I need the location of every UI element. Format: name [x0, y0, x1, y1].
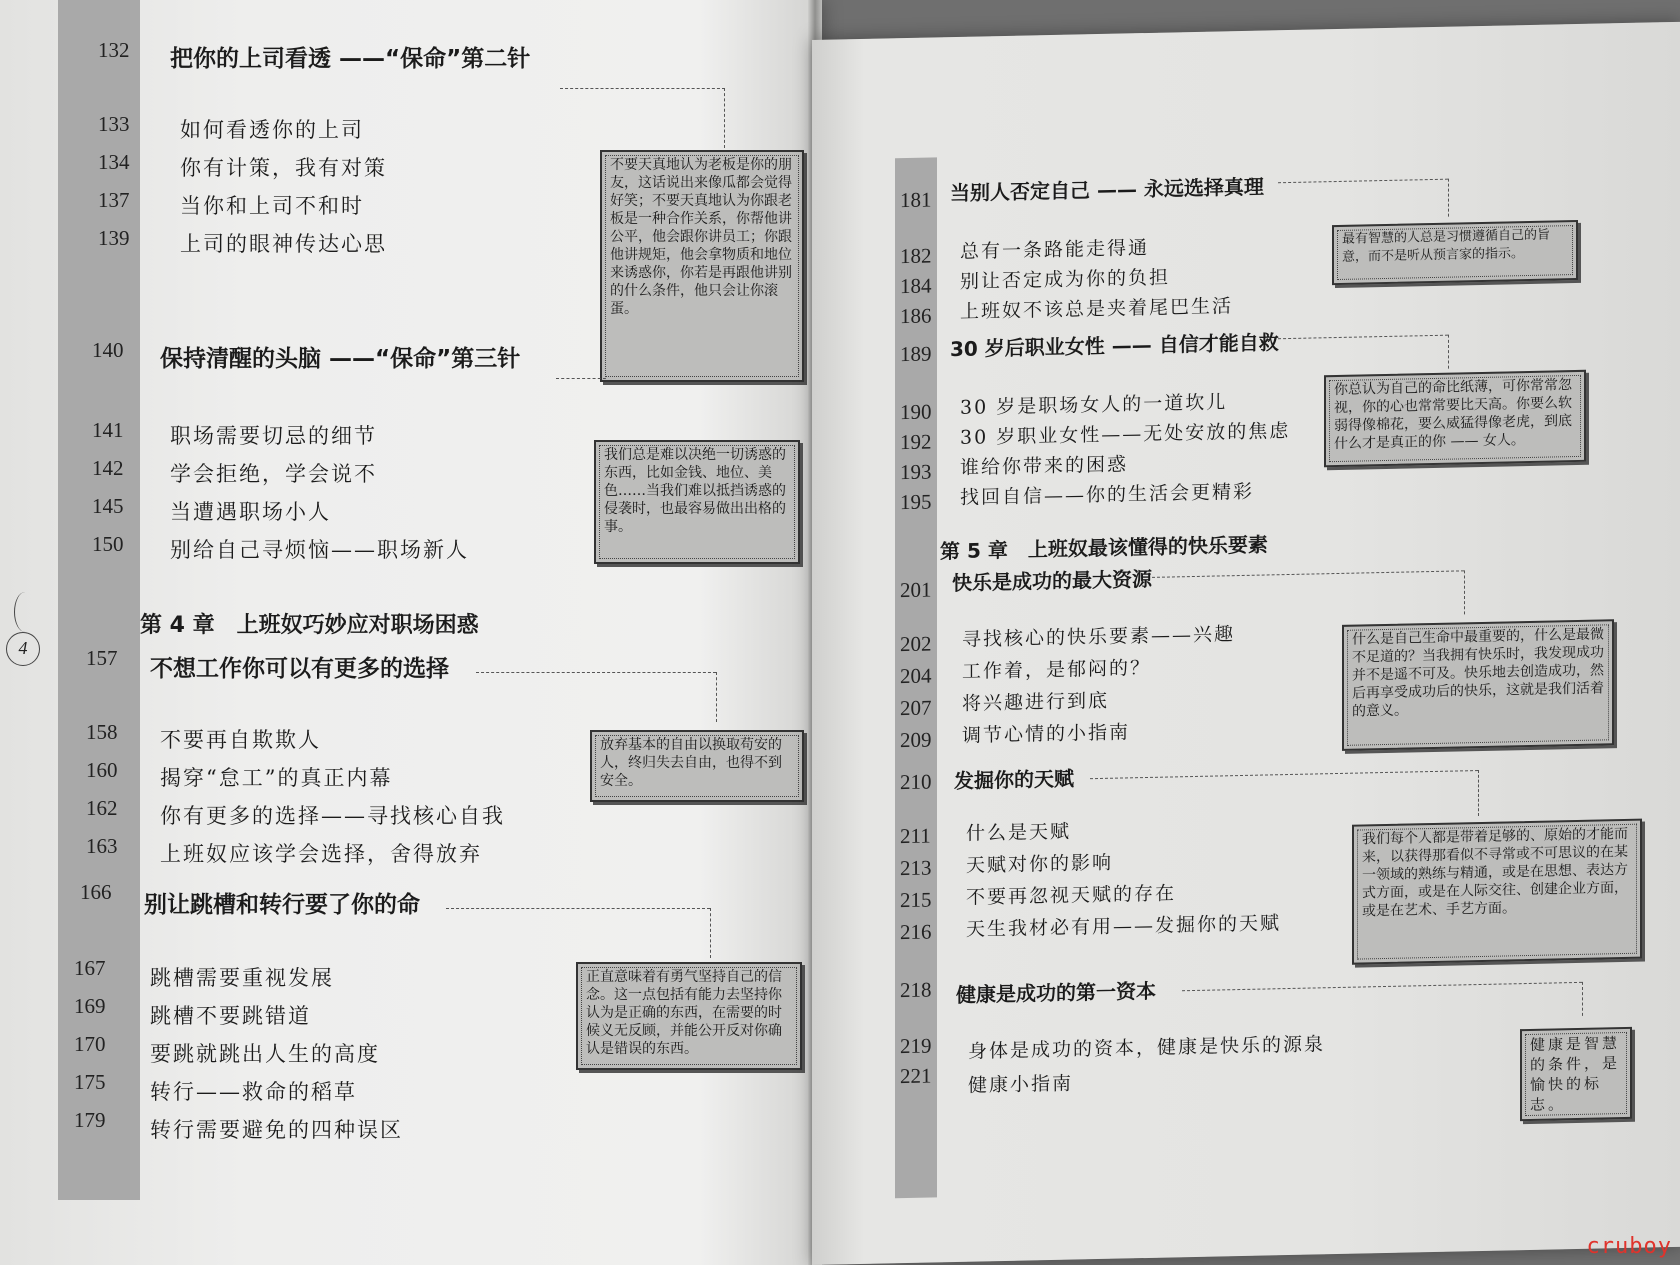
leader-line: [560, 88, 725, 89]
section-title: 发掘你的天赋: [954, 766, 1074, 794]
entry-page-number: 137: [98, 188, 130, 212]
entry-page-number: 213: [900, 855, 932, 881]
entry-page-number: 134: [98, 150, 130, 174]
page-ornament: [14, 592, 36, 632]
entry-page-number: 209: [900, 727, 932, 753]
entry-title: 健康小指南: [968, 1072, 1074, 1097]
entry-title: 别给自己寻烦恼——职场新人: [170, 538, 469, 562]
entry-title: 什么是天赋: [966, 820, 1072, 845]
entry-page-number: 139: [98, 226, 130, 250]
section-title: 30 岁后职业女性 —— 自信才能自救: [950, 330, 1279, 362]
entry-page-number: 169: [74, 994, 106, 1018]
section-page-number: 201: [900, 577, 932, 603]
entry-page-number: 133: [98, 112, 130, 136]
left-page: [0, 0, 822, 1265]
entry-title: 你有计策，我有对策: [180, 156, 387, 180]
section-title: 不想工作你可以有更多的选择: [150, 656, 449, 682]
entry-title: 跳槽需要重视发展: [150, 966, 334, 990]
entry-title: 职场需要切忌的细节: [170, 424, 377, 448]
chapter-heading: 第 5 章 上班奴最该懂得的快乐要素: [940, 532, 1268, 564]
leader-line: [1152, 570, 1464, 578]
leader-line: [710, 908, 711, 958]
quote-box: 我们每个人都是带着足够的、原始的才能而来，以获得那看似不寻常或不可思议的在某一领域的熟练与精通，或是在思想、表达方式方面，或是在人际交往、创建企业方面，或是在艺术、手艺方面。: [1352, 819, 1642, 965]
leader-line: [476, 672, 716, 673]
quote-box: 你总认为自己的命比纸薄，可你常常忽视，你的心也常常要比天高。你要么软弱得像棉花，要么威猛得像老虎，到底什么才是真正的你 —— 女人。: [1324, 370, 1586, 467]
right-page: [812, 22, 1680, 1265]
entry-page-number: 184: [900, 273, 932, 299]
entry-title: 要跳就跳出人生的高度: [150, 1042, 380, 1066]
entry-title: 上班奴不该总是夹着尾巴生活: [960, 295, 1234, 323]
quote-box: 最有智慧的人总是习惯遵循自己的旨意，而不是听从预言家的指示。: [1332, 220, 1578, 285]
entry-title: 天赋对你的影响: [966, 851, 1114, 877]
quote-box: 不要天真地认为老板是你的朋友，这话说出来像瓜都会觉得好笑；不要天真地认为你跟老板是一种合作关系，你帮他讲公平，他会跟你讲员工；你跟他讲规矩，他会拿物质和地位来诱惑你，你若是再跟他讲别的什么条件，他只会让你滚蛋。: [600, 150, 804, 382]
entry-page-number: 193: [900, 459, 932, 485]
section-title: 当别人否定自己 —— 永远选择真理: [950, 174, 1264, 206]
section-page-number: 157: [86, 646, 118, 670]
entry-title: 30 岁是职场女人的一道坎儿: [960, 391, 1228, 419]
entry-page-number: 167: [74, 956, 106, 980]
page-number-bar: [58, 0, 140, 1200]
entry-title: 身体是成功的资本，健康是快乐的源泉: [968, 1033, 1326, 1063]
entry-page-number: 207: [900, 695, 932, 721]
quote-box: 放弃基本的自由以换取苟安的人，终归失去自由，也得不到安全。: [590, 730, 804, 802]
entry-page-number: 186: [900, 303, 932, 329]
entry-page-number: 175: [74, 1070, 106, 1094]
leader-line: [1448, 179, 1449, 217]
section-title: 别让跳槽和转行要了你的命: [144, 892, 420, 918]
entry-title: 工作着，是郁闷的？: [962, 656, 1152, 683]
entry-page-number: 158: [86, 720, 118, 744]
section-page-number: 218: [900, 977, 932, 1003]
entry-title: 调节心情的小指南: [962, 721, 1131, 747]
entry-page-number: 141: [92, 418, 124, 442]
entry-page-number: 211: [900, 823, 931, 849]
leader-line: [1278, 179, 1448, 184]
leader-line: [1182, 982, 1582, 991]
quote-box: 正直意味着有勇气坚持自己的信念。这一点包括有能力去坚持你认为是正确的东西，在需要的时候义无反顾，并能公开反对你确认是错误的东西。: [576, 962, 802, 1070]
entry-title: 你有更多的选择——寻找核心自我: [160, 804, 505, 828]
leader-line: [724, 88, 725, 148]
leader-line: [1278, 335, 1448, 340]
entry-title: 总有一条路能走得通: [960, 236, 1150, 263]
entry-title: 当遭遇职场小人: [170, 500, 331, 524]
section-title: 把你的上司看透 ——“保命”第二针: [170, 46, 531, 72]
entry-page-number: 179: [74, 1108, 106, 1132]
entry-title: 跳槽不要跳错道: [150, 1004, 311, 1028]
entry-page-number: 160: [86, 758, 118, 782]
watermark: cruboy: [1586, 1234, 1672, 1259]
entry-title: 将兴趣进行到底: [962, 689, 1110, 715]
entry-title: 转行——救命的稻草: [150, 1080, 357, 1104]
leader-line: [1478, 770, 1479, 816]
leader-line: [556, 378, 606, 379]
entry-page-number: 163: [86, 834, 118, 858]
leader-line: [446, 908, 710, 909]
quote-box: 健康是智慧的条件，是愉快的标志。: [1520, 1027, 1632, 1121]
leader-line: [1090, 770, 1478, 779]
entry-page-number: 215: [900, 887, 932, 913]
section-page-number: 189: [900, 341, 932, 367]
entry-title: 揭穿“怠工”的真正内幕: [160, 766, 393, 790]
entry-page-number: 221: [900, 1063, 932, 1089]
entry-page-number: 192: [900, 429, 932, 455]
entry-title: 别让否定成为你的负担: [960, 266, 1171, 293]
entry-title: 转行需要避免的四种误区: [150, 1118, 403, 1142]
entry-title: 不要再忽视天赋的存在: [966, 882, 1177, 909]
entry-page-number: 145: [92, 494, 124, 518]
entry-page-number: 190: [900, 399, 932, 425]
entry-title: 上司的眼神传达心思: [180, 232, 387, 256]
entry-page-number: 182: [900, 243, 932, 269]
entry-title: 找回自信——你的生活会更精彩: [960, 480, 1255, 509]
entry-page-number: 202: [900, 631, 932, 657]
entry-page-number: 170: [74, 1032, 106, 1056]
entry-page-number: 142: [92, 456, 124, 480]
chapter-heading: 第 4 章 上班奴巧妙应对职场困惑: [140, 613, 479, 638]
leader-line: [1448, 335, 1449, 369]
quote-box: 我们总是难以决绝一切诱惑的东西，比如金钱、地位、美色……当我们难以抵挡诱惑的侵袭时，也最容易做出出格的事。: [594, 440, 800, 564]
entry-title: 寻找核心的快乐要素——兴趣: [962, 623, 1236, 651]
entry-page-number: 216: [900, 919, 932, 945]
page-number-badge: 4: [6, 632, 40, 666]
entry-title: 如何看透你的上司: [180, 118, 364, 142]
entry-page-number: 150: [92, 532, 124, 556]
section-title: 快乐是成功的最大资源: [952, 566, 1152, 596]
entry-title: 谁给你带来的困惑: [960, 453, 1129, 479]
entry-title: 当你和上司不和时: [180, 194, 364, 218]
section-page-number: 140: [92, 338, 124, 362]
section-title: 健康是成功的第一资本: [956, 978, 1156, 1007]
leader-line: [1582, 982, 1583, 1016]
entry-title: 天生我材必有用——发掘你的天赋: [966, 912, 1282, 941]
section-page-number: 210: [900, 769, 932, 795]
entry-title: 上班奴应该学会选择，舍得放弃: [160, 842, 482, 866]
leader-line: [716, 672, 717, 722]
entry-title: 学会拒绝，学会说不: [170, 462, 377, 486]
leader-line: [1464, 570, 1465, 614]
entry-title: 不要再自欺欺人: [160, 728, 321, 752]
entry-page-number: 219: [900, 1033, 932, 1059]
section-page-number: 166: [80, 880, 112, 904]
section-page-number: 132: [98, 38, 130, 62]
entry-page-number: 204: [900, 663, 932, 689]
entry-page-number: 162: [86, 796, 118, 820]
entry-title: 30 岁职业女性——无处安放的焦虑: [960, 419, 1291, 449]
entry-page-number: 195: [900, 489, 932, 515]
section-title: 保持清醒的头脑 ——“保命”第三针: [160, 346, 521, 372]
quote-box: 什么是自己生命中最重要的，什么是最微不足道的？当我拥有快乐时，我发现成功并不是遥不可及。快乐地去创造成功，然后再享受成功后的快乐，这就是我们活着的意义。: [1342, 619, 1614, 751]
section-page-number: 181: [900, 187, 932, 213]
